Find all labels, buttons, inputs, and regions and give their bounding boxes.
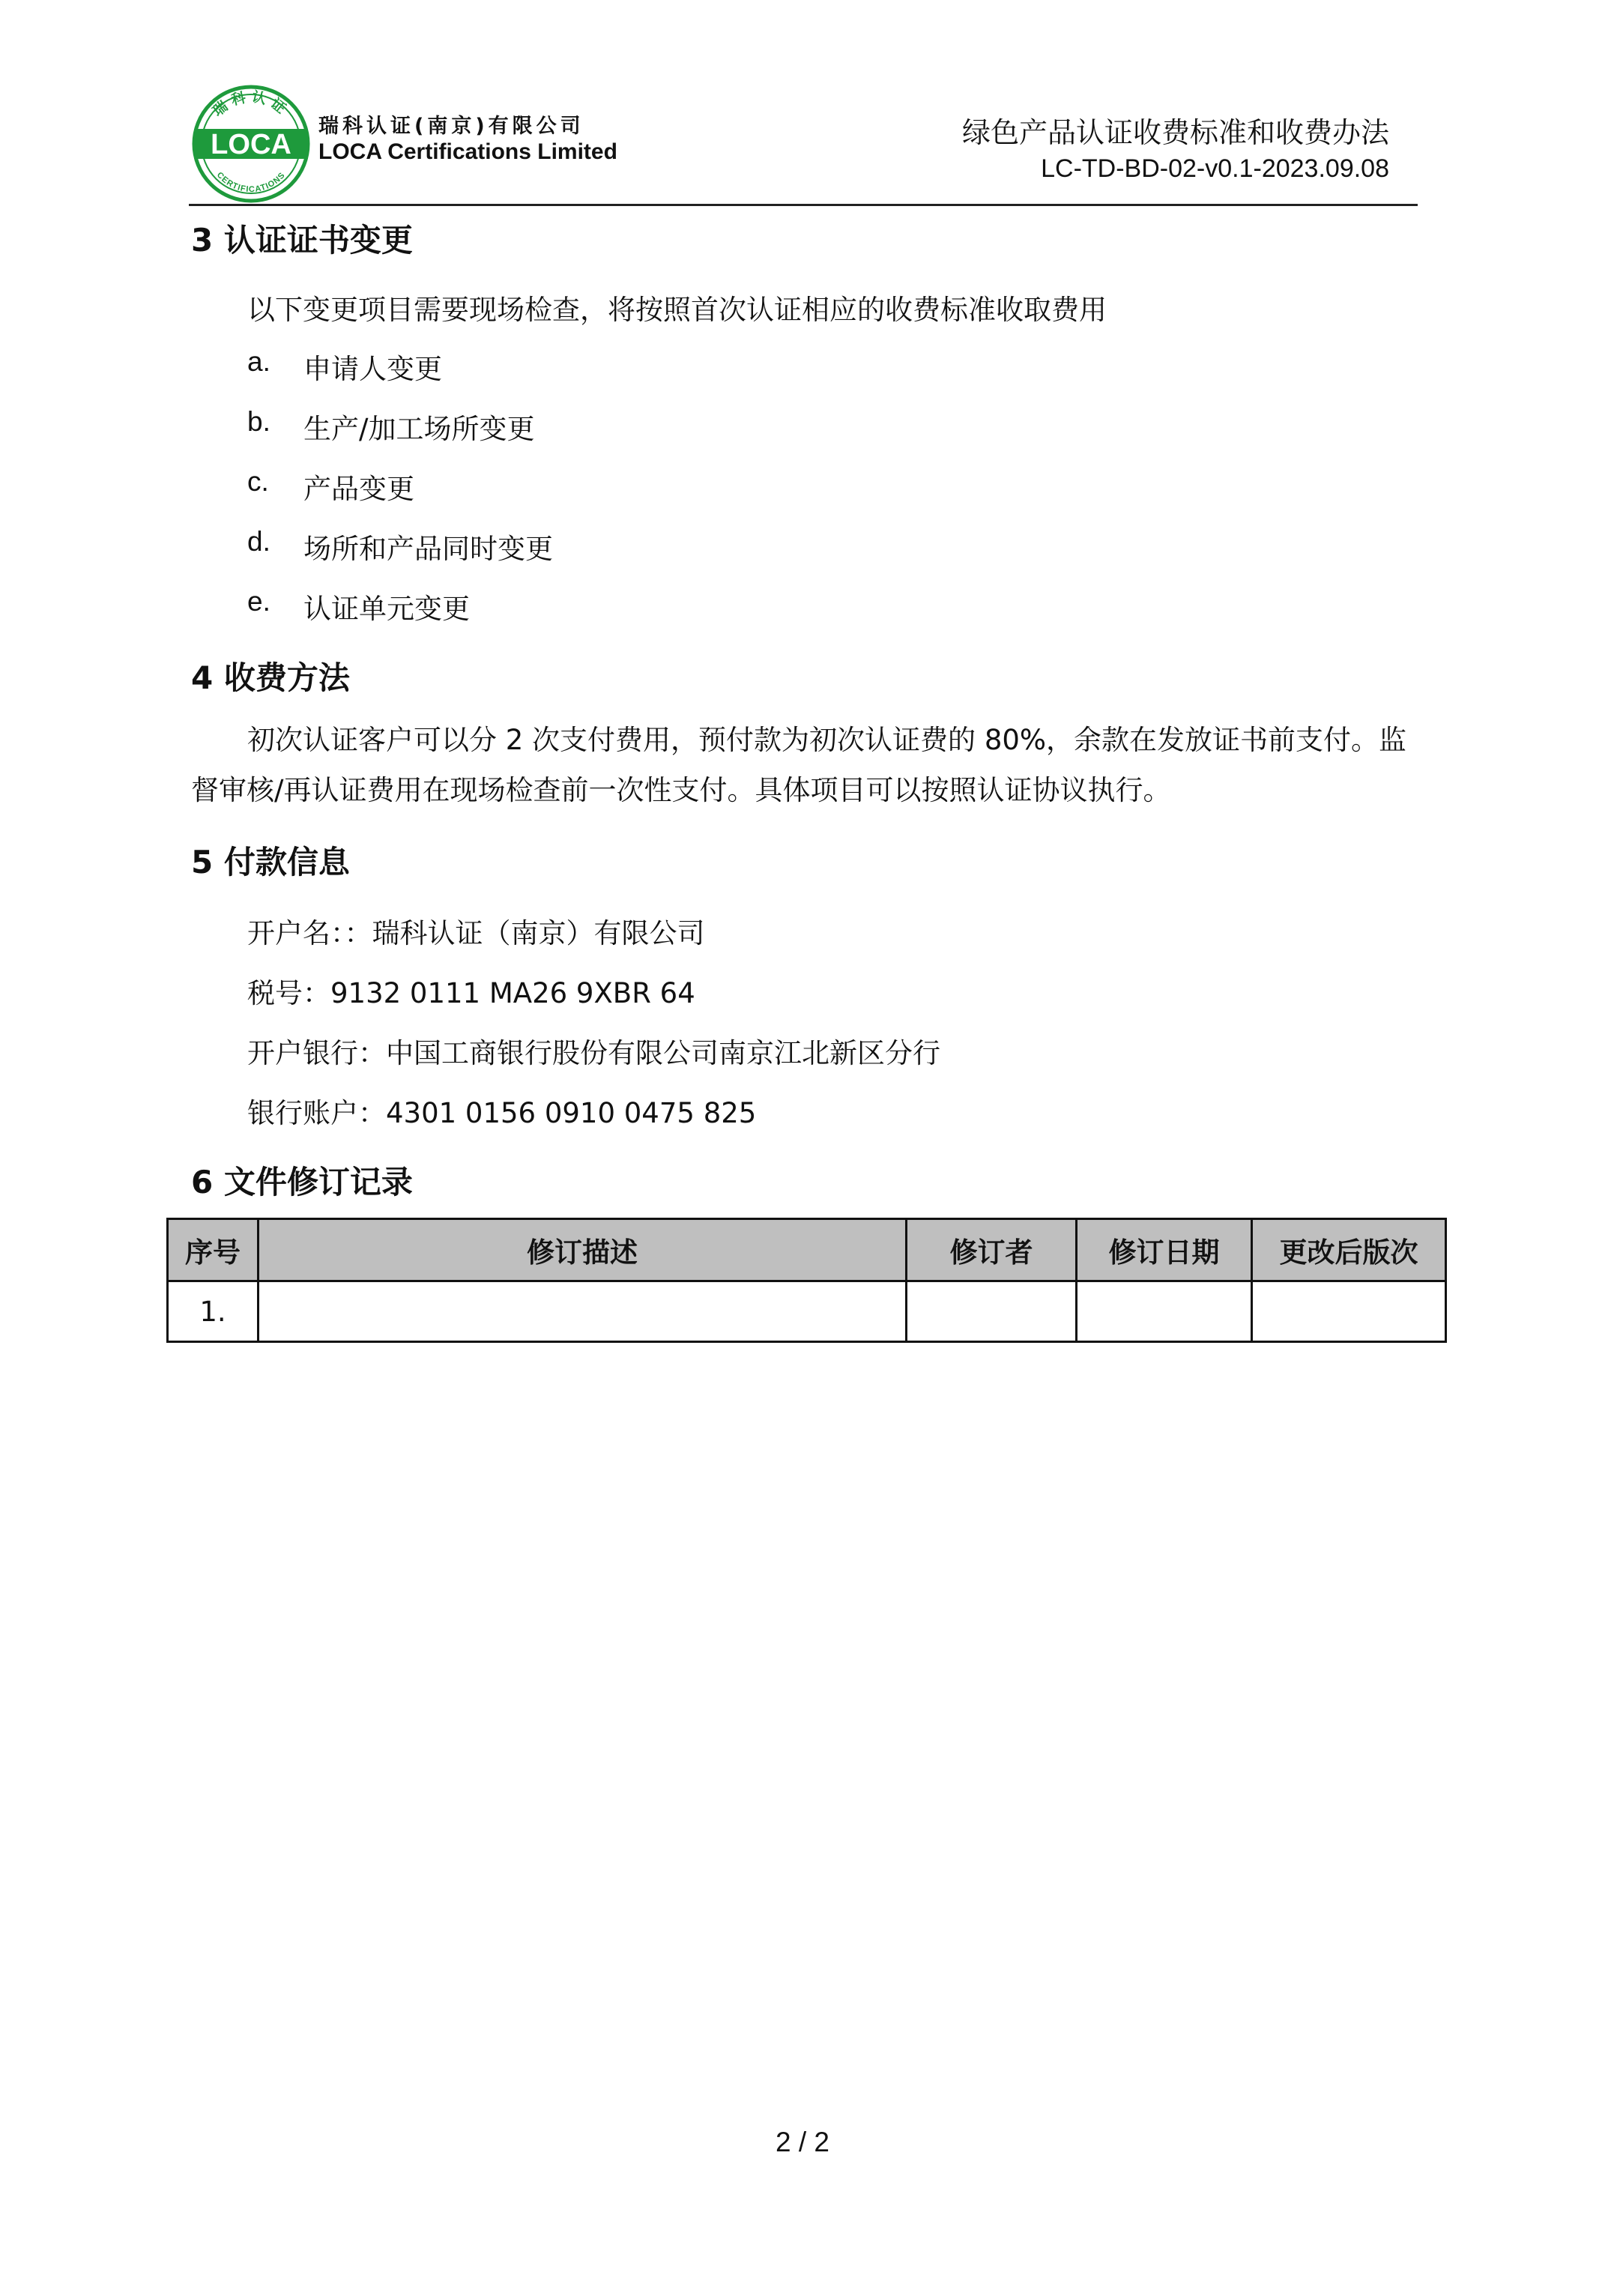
list-marker: a.	[247, 346, 270, 377]
list-item	[247, 526, 553, 567]
table-cell: 1.	[168, 1281, 259, 1342]
table-cell	[259, 1281, 907, 1342]
section-6-heading: 6 文件修订记录	[191, 1164, 413, 1200]
table-header-row	[168, 1219, 1446, 1281]
list-item	[247, 406, 534, 447]
page-number: 2 / 2	[776, 2127, 829, 2157]
col-header-reviser: 修订者	[907, 1219, 1077, 1281]
bank-account: 银行账户：4301 0156 0910 0475 825	[247, 1097, 757, 1129]
tax-number: 税号：9132 0111 MA26 9XBR 64	[247, 977, 695, 1009]
list-item	[247, 466, 414, 507]
table-cell	[1077, 1281, 1252, 1342]
list-marker: d.	[247, 526, 270, 557]
list-text: 认证单元变更	[303, 593, 470, 625]
section-4-body: 初次认证客户可以分 2 次支付费用，预付款为初次认证费的 80%，余款在发放证书前支付。监督审核/再认证费用在现场检查前一次性支付。具体项目可以按照认证协议执行。	[191, 724, 1407, 806]
col-header-version: 更改后版次	[1252, 1219, 1446, 1281]
list-marker: e.	[247, 586, 270, 617]
list-marker: c.	[247, 466, 269, 497]
section-3-heading: 3 认证证书变更	[191, 222, 413, 259]
revision-table	[166, 1218, 1447, 1343]
col-header-description: 修订描述	[259, 1219, 907, 1281]
table-row	[168, 1281, 1446, 1342]
logo-arc-top: 瑞科认证	[209, 88, 293, 120]
account-name: 开户名：：瑞科认证（南京）有限公司	[247, 917, 705, 949]
document-code: LC-TD-BD-02-v0.1-2023.09.08	[1041, 154, 1389, 183]
company-logo	[191, 84, 311, 204]
table-cell	[1252, 1281, 1446, 1342]
list-text: 产品变更	[303, 473, 414, 505]
list-text: 申请人变更	[303, 353, 442, 385]
section-3-intro: 以下变更项目需要现场检查，将按照首次认证相应的收费标准收取费用	[247, 294, 1107, 326]
bank-name: 开户银行：中国工商银行股份有限公司南京江北新区分行	[247, 1037, 940, 1069]
logo-text: LOCA	[211, 129, 291, 160]
list-item	[247, 586, 470, 626]
company-name-cn: 瑞科认证(南京)有限公司	[318, 115, 584, 138]
section-5-heading: 5 付款信息	[191, 844, 350, 880]
company-name-en: LOCA Certifications Limited	[318, 139, 617, 164]
col-header-date: 修订日期	[1077, 1219, 1252, 1281]
header-divider	[189, 204, 1418, 206]
list-marker: b.	[247, 406, 270, 437]
list-text: 生产/加工场所变更	[303, 413, 535, 445]
col-header-seq: 序号	[168, 1219, 259, 1281]
section-4-heading: 4 收费方法	[191, 659, 350, 696]
logo-arc-bottom: CERTIFICATIONS	[214, 170, 288, 195]
loca-logo-icon	[191, 84, 311, 204]
document-title: 绿色产品认证收费标准和收费办法	[961, 116, 1389, 149]
table-cell	[907, 1281, 1077, 1342]
list-text: 场所和产品同时变更	[303, 533, 553, 565]
list-item	[247, 346, 442, 387]
